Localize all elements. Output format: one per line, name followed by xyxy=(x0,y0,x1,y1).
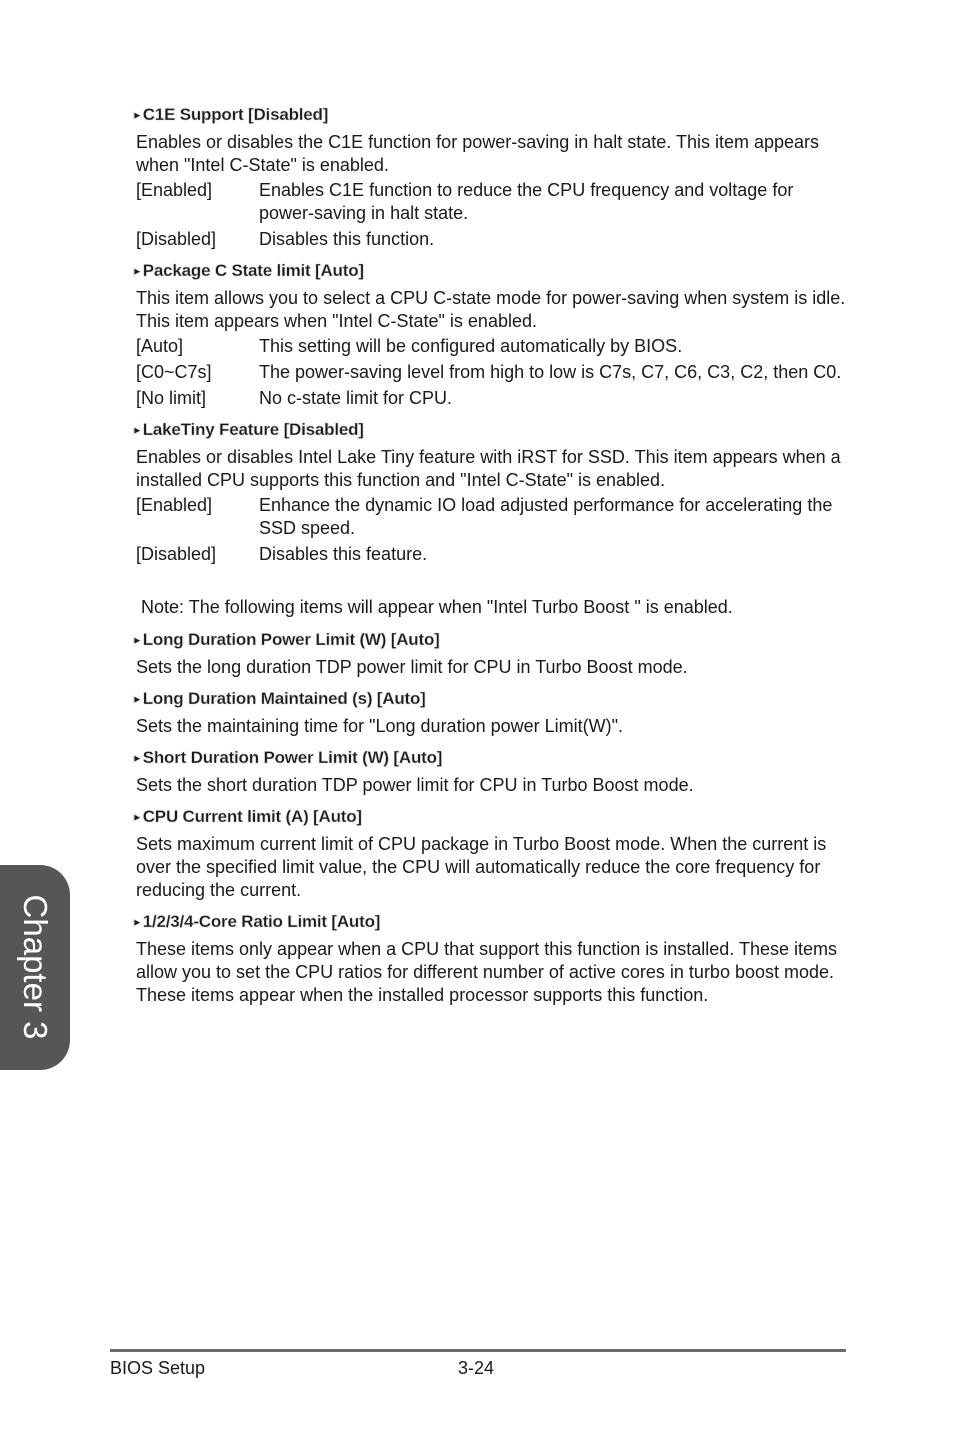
item-title: ▶ Long Duration Power Limit (W) [Auto] xyxy=(134,630,440,649)
option-key: [Disabled] xyxy=(136,229,217,249)
item-title: ▶ CPU Current limit (A) [Auto] xyxy=(134,807,362,826)
bullet-arrow-icon: ▶ xyxy=(134,425,141,435)
option-value: No c-state limit for CPU. xyxy=(259,388,453,408)
option-value: Enhance the dynamic IO load adjusted performance for accelerating the SSD speed. xyxy=(259,495,833,538)
item-title: ▶ Long Duration Maintained (s) [Auto] xyxy=(134,689,426,708)
option-value: The power-saving level from high to low is C7s, C7, C6, C3, C2, then C0. xyxy=(259,362,842,382)
chapter-tab xyxy=(0,865,70,1070)
bullet-arrow-icon: ▶ xyxy=(134,753,141,763)
item-description: Sets the maintaining time for "Long duration power Limit(W)". xyxy=(136,716,623,736)
chapter-label: Chapter 3 xyxy=(17,894,54,1040)
option-row xyxy=(136,335,846,358)
option-row xyxy=(136,361,846,384)
turbo-boost-note: Note: The following items will appear when "Intel Turbo Boost " is enabled. xyxy=(141,597,733,617)
option-row xyxy=(136,179,846,225)
bullet-arrow-icon: ▶ xyxy=(134,635,141,645)
item-description: Enables or disables Intel Lake Tiny feature with iRST for SSD. This item appears when a installed CPU supports this function and "Intel C-State" is enabled. xyxy=(136,447,841,490)
bullet-arrow-icon: ▶ xyxy=(134,266,141,276)
item-title: ▶ Package C State limit [Auto] xyxy=(134,261,364,280)
option-key: [C0~C7s] xyxy=(136,362,212,382)
section-long-duration-power xyxy=(136,629,846,679)
item-title: ▶ 1/2/3/4-Core Ratio Limit [Auto] xyxy=(134,912,381,931)
bullet-arrow-icon: ▶ xyxy=(134,917,141,927)
option-key: [No limit] xyxy=(136,388,207,408)
item-description: This item allows you to select a CPU C-state mode for power-saving when system is idle. This item appears when "Intel C-State" is enabled. xyxy=(136,288,846,331)
page-content xyxy=(136,104,846,1016)
option-key: [Enabled] xyxy=(136,180,213,200)
option-row xyxy=(136,494,846,540)
section-short-duration-power xyxy=(136,747,846,797)
section-package-c-state xyxy=(136,260,846,410)
item-description: Sets the short duration TDP power limit for CPU in Turbo Boost mode. xyxy=(136,775,694,795)
option-value: Disables this feature. xyxy=(259,544,428,564)
item-description: Sets maximum current limit of CPU package in Turbo Boost mode. When the current is over the specified limit value, the CPU will automatically reduce the core frequency for reducing the current. xyxy=(136,834,827,900)
section-long-duration-maintained xyxy=(136,688,846,738)
item-description: Sets the long duration TDP power limit for CPU in Turbo Boost mode. xyxy=(136,657,688,677)
section-laketiny xyxy=(136,419,846,566)
item-title: ▶ LakeTiny Feature [Disabled] xyxy=(134,420,364,439)
option-value: Enables C1E function to reduce the CPU frequency and voltage for power-saving in halt state. xyxy=(259,180,794,223)
option-row xyxy=(136,387,846,410)
option-value: This setting will be configured automatically by BIOS. xyxy=(259,336,683,356)
item-title: ▶ Short Duration Power Limit (W) [Auto] xyxy=(134,748,443,767)
option-key: [Enabled] xyxy=(136,495,213,515)
page-number: 3-24 xyxy=(458,1358,495,1378)
option-row xyxy=(136,543,846,566)
option-key: [Disabled] xyxy=(136,544,217,564)
item-description: These items only appear when a CPU that support this function is installed. These items allow you to set the CPU ratios for different number of active cores in turbo boost mode. These items appear when the installed processor supports this function. xyxy=(136,939,838,1005)
bullet-arrow-icon: ▶ xyxy=(134,694,141,704)
bullet-arrow-icon: ▶ xyxy=(134,812,141,822)
option-key: [Auto] xyxy=(136,336,184,356)
item-description: Enables or disables the C1E function for power-saving in halt state. This item appears when "Intel C-State" is enabled. xyxy=(136,132,820,175)
footer-divider xyxy=(110,1349,846,1352)
section-cpu-current-limit xyxy=(136,806,846,902)
bullet-arrow-icon: ▶ xyxy=(134,110,141,120)
item-title: ▶ C1E Support [Disabled] xyxy=(134,105,329,124)
section-c1e-support xyxy=(136,104,846,251)
section-core-ratio-limit xyxy=(136,911,846,1007)
option-row xyxy=(136,228,846,251)
option-value: Disables this function. xyxy=(259,229,435,249)
footer-section-title: BIOS Setup xyxy=(110,1358,206,1378)
